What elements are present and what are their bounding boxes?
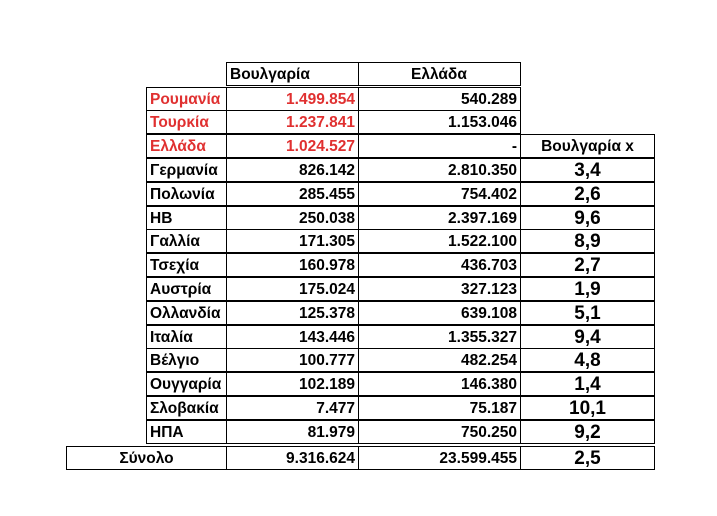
bulgaria-cell: 250.038	[226, 206, 359, 230]
country-cell: Ιταλία	[146, 325, 227, 349]
country-cell: Ελλάδα	[146, 134, 227, 158]
header-greece: Ελλάδα	[358, 62, 521, 86]
ratio-cell: 9,4	[520, 325, 655, 349]
greece-cell: 540.289	[358, 87, 521, 111]
bulgaria-cell: 125.378	[226, 301, 359, 325]
total-ratio: 2,5	[520, 446, 655, 470]
greece-cell: 1.522.100	[358, 229, 521, 253]
ratio-cell: 8,9	[520, 229, 655, 253]
ratio-cell: 5,1	[520, 301, 655, 325]
ratio-cell: 2,6	[520, 182, 655, 206]
bulgaria-cell: 175.024	[226, 277, 359, 301]
greece-cell: 146.380	[358, 372, 521, 396]
bulgaria-cell: 143.446	[226, 325, 359, 349]
country-cell: Ουγγαρία	[146, 372, 227, 396]
country-cell: Σλοβακία	[146, 396, 227, 420]
bulgaria-cell: 100.777	[226, 348, 359, 372]
bulgaria-cell: 1.024.527	[226, 134, 359, 158]
country-cell: Πολωνία	[146, 182, 227, 206]
bulgaria-cell: 285.455	[226, 182, 359, 206]
greece-cell: 2.397.169	[358, 206, 521, 230]
greece-cell: 2.810.350	[358, 158, 521, 182]
ratio-cell: 9,2	[520, 420, 655, 444]
greece-cell: 436.703	[358, 253, 521, 277]
ratio-cell: 1,9	[520, 277, 655, 301]
greece-cell: -	[358, 134, 521, 158]
country-cell: Αυστρία	[146, 277, 227, 301]
country-cell: Τουρκία	[146, 110, 227, 134]
ratio-cell: 9,6	[520, 206, 655, 230]
bulgaria-cell: 826.142	[226, 158, 359, 182]
greece-cell: 750.250	[358, 420, 521, 444]
greece-cell: 639.108	[358, 301, 521, 325]
ratio-cell: 4,8	[520, 348, 655, 372]
ratio-cell: 2,7	[520, 253, 655, 277]
greece-cell: 754.402	[358, 182, 521, 206]
ratio-cell: 10,1	[520, 396, 655, 420]
total-greece: 23.599.455	[358, 446, 521, 470]
greece-cell: 482.254	[358, 348, 521, 372]
country-cell: Βέλγιο	[146, 348, 227, 372]
bulgaria-cell: 102.189	[226, 372, 359, 396]
country-cell: Ρουμανία	[146, 87, 227, 111]
greece-cell: 327.123	[358, 277, 521, 301]
ratio-cell: 3,4	[520, 158, 655, 182]
bulgaria-cell: 1.499.854	[226, 87, 359, 111]
bulgaria-cell: 160.978	[226, 253, 359, 277]
country-cell: ΗΠΑ	[146, 420, 227, 444]
ratio-cell: 1,4	[520, 372, 655, 396]
country-cell: Τσεχία	[146, 253, 227, 277]
bulgaria-cell: 1.237.841	[226, 110, 359, 134]
bulgaria-cell: 7.477	[226, 396, 359, 420]
country-cell: Γαλλία	[146, 229, 227, 253]
country-cell: Ολλανδία	[146, 301, 227, 325]
country-cell: ΗΒ	[146, 206, 227, 230]
greece-cell: 1.355.327	[358, 325, 521, 349]
country-cell: Γερμανία	[146, 158, 227, 182]
greece-cell: 1.153.046	[358, 110, 521, 134]
greece-cell: 75.187	[358, 396, 521, 420]
total-bulgaria: 9.316.624	[226, 446, 359, 470]
bulgaria-cell: 81.979	[226, 420, 359, 444]
header-ratio: Βουλγαρία x	[520, 134, 655, 158]
bulgaria-cell: 171.305	[226, 229, 359, 253]
total-label: Σύνολο	[66, 446, 227, 470]
header-bulgaria: Βουλγαρία	[226, 62, 359, 86]
